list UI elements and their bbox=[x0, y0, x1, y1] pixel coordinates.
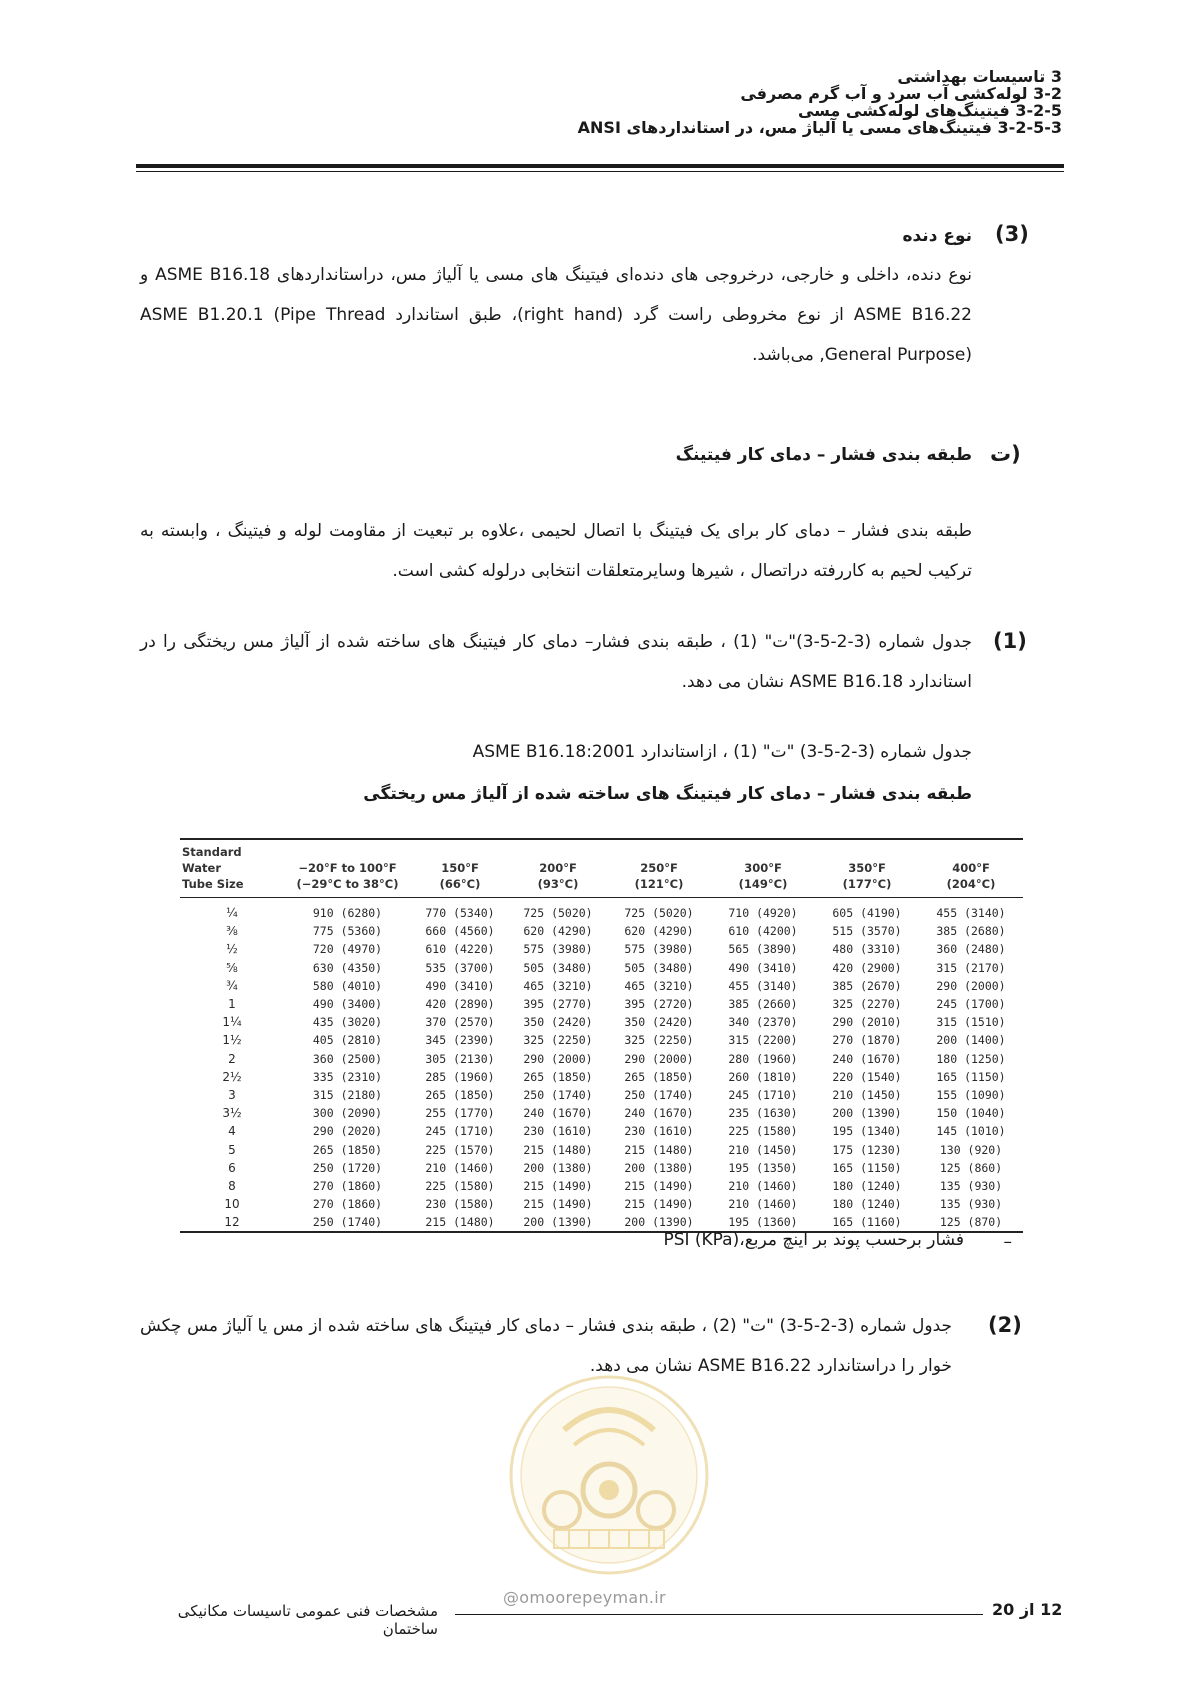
column-header-line: 300°F bbox=[744, 861, 782, 875]
pressure-cell: 265 (1850) bbox=[312, 1142, 383, 1157]
column-header-line: −20°F to 100°F bbox=[298, 861, 397, 875]
table-row bbox=[180, 977, 1023, 995]
pressure-cell: 215 (1480) bbox=[523, 1142, 593, 1157]
pressure-cell: 230 (1580) bbox=[425, 1197, 495, 1212]
pressure-cell: 455 (3140) bbox=[728, 978, 798, 993]
section-number: (3) bbox=[995, 222, 1029, 246]
pressure-cell: 250 (1740) bbox=[523, 1087, 593, 1102]
pressure-cell: 230 (1610) bbox=[624, 1124, 694, 1139]
table-row bbox=[180, 940, 1023, 958]
tube-size-cell: 2½ bbox=[222, 1069, 242, 1084]
pressure-cell: 505 (3480) bbox=[624, 960, 694, 975]
pressure-cell: 270 (1870) bbox=[832, 1033, 902, 1048]
pressure-cell: 490 (3410) bbox=[728, 960, 798, 975]
pressure-cell: 200 (1380) bbox=[523, 1160, 593, 1175]
table-row bbox=[180, 1031, 1023, 1049]
tube-size-cell: 10 bbox=[224, 1197, 240, 1212]
watermark-url: @omoorepeyman.ir bbox=[503, 1588, 666, 1607]
pressure-cell: 575 (3980) bbox=[624, 942, 694, 957]
pressure-cell: 265 (1850) bbox=[624, 1069, 694, 1084]
section-heading: طبقه بندی فشار – دمای کار فیتینگ bbox=[675, 445, 972, 465]
pressure-cell: 220 (1540) bbox=[832, 1069, 902, 1084]
item-number: (1) bbox=[993, 629, 1027, 653]
section-letter: ت) bbox=[990, 442, 1021, 466]
column-header-line: 400°F bbox=[952, 861, 990, 875]
pressure-cell: 125 (870) bbox=[939, 1215, 1003, 1230]
column-header-line: 350°F bbox=[848, 861, 886, 875]
pressure-cell: 195 (1360) bbox=[728, 1215, 798, 1230]
column-header-temperature bbox=[815, 840, 919, 896]
page-header bbox=[132, 68, 1062, 136]
pressure-cell: 360 (2480) bbox=[936, 942, 1006, 957]
column-header-line: Water bbox=[182, 861, 222, 875]
footer-title: مشخصات فنی عمومی تاسیسات مکانیکی ساختمان bbox=[177, 1602, 438, 1638]
pressure-cell: 910 (6280) bbox=[312, 906, 383, 921]
pressure-cell: 490 (3410) bbox=[425, 978, 495, 993]
item-paragraph: جدول شماره (3-2-5-3) "ت" (2) ، طبقه بندی فشار – دمای کار فیتینگ های ساخته شده از مس یا آلیاژ مس چکش خوار را دراستاندارد ASME B16.22 نشان می دهد. bbox=[140, 1316, 953, 1376]
pressure-cell: 240 (1670) bbox=[624, 1106, 694, 1121]
pressure-cell: 290 (2000) bbox=[523, 1051, 593, 1066]
pressure-cell: 215 (1490) bbox=[624, 1197, 694, 1212]
section-paragraph: نوع دنده، داخلی و خارجی، درخروجی های دنده‌ای فیتینگ های مسی یا آلیاژ مس، دراستانداردهای ASME B16.18 و ASME B16.22 از نوع مخروطی راست گرد (right hand)، طبق استاندارد ASME B1.20.1 (Pipe Thread ,General Purpose) می‌باشد. bbox=[140, 265, 972, 365]
pressure-cell: 385 (2660) bbox=[728, 997, 798, 1012]
pressure-cell: 420 (2900) bbox=[832, 960, 902, 975]
header-section: 3-2 لوله‌کشی آب سرد و آب گرم مصرفی bbox=[740, 84, 1062, 103]
tube-size-cell: 12 bbox=[224, 1215, 240, 1230]
pressure-cell: 770 (5340) bbox=[425, 906, 495, 921]
tube-size-cell: 1¼ bbox=[222, 1015, 242, 1030]
pressure-cell: 250 (1740) bbox=[312, 1215, 383, 1230]
column-header-temperature bbox=[284, 840, 411, 896]
header-rule-thick bbox=[136, 164, 1064, 168]
pressure-cell: 370 (2570) bbox=[425, 1015, 495, 1030]
pressure-cell: 210 (1450) bbox=[728, 1142, 798, 1157]
column-header-line: Tube Size bbox=[182, 877, 244, 891]
pressure-cell: 180 (1240) bbox=[832, 1197, 902, 1212]
pressure-cell: 260 (1810) bbox=[728, 1069, 798, 1084]
table-row bbox=[180, 959, 1023, 977]
pressure-cell: 385 (2670) bbox=[832, 978, 902, 993]
pressure-cell: 225 (1580) bbox=[425, 1178, 495, 1193]
pressure-cell: 575 (3980) bbox=[523, 942, 593, 957]
table-row bbox=[180, 922, 1023, 940]
pressure-cell: 135 (930) bbox=[939, 1197, 1003, 1212]
pressure-cell: 215 (1490) bbox=[523, 1178, 593, 1193]
table-row bbox=[180, 1122, 1023, 1140]
pressure-cell: 165 (1150) bbox=[832, 1160, 902, 1175]
pressure-cell: 565 (3890) bbox=[728, 942, 798, 957]
pressure-cell: 165 (1150) bbox=[936, 1069, 1006, 1084]
pressure-cell: 180 (1250) bbox=[936, 1051, 1006, 1066]
pressure-cell: 405 (2810) bbox=[312, 1033, 383, 1048]
tube-size-cell: ¾ bbox=[226, 978, 238, 993]
pressure-cell: 290 (2000) bbox=[936, 978, 1006, 993]
column-header-temperature bbox=[509, 840, 607, 896]
header-chapter: 3 تاسیسات بهداشتی bbox=[897, 67, 1062, 86]
pressure-cell: 725 (5020) bbox=[523, 906, 593, 921]
tube-size-cell: 5 bbox=[228, 1142, 236, 1157]
pressure-cell: 340 (2370) bbox=[728, 1015, 798, 1030]
column-header-line: (149°C) bbox=[738, 877, 788, 891]
pressure-cell: 145 (1010) bbox=[936, 1124, 1006, 1139]
pressure-cell: 240 (1670) bbox=[523, 1106, 593, 1121]
pressure-cell: 195 (1340) bbox=[832, 1124, 902, 1139]
pressure-cell: 325 (2250) bbox=[624, 1033, 694, 1048]
item-number: (2) bbox=[988, 1313, 1022, 1337]
pressure-cell: 180 (1240) bbox=[832, 1178, 902, 1193]
pressure-cell: 255 (1770) bbox=[425, 1106, 495, 1121]
tube-size-cell: 3 bbox=[228, 1087, 236, 1102]
pressure-cell: 620 (4290) bbox=[624, 924, 694, 939]
pressure-cell: 335 (2310) bbox=[312, 1069, 383, 1084]
pressure-cell: 315 (2170) bbox=[936, 960, 1006, 975]
pressure-cell: 660 (4560) bbox=[425, 924, 495, 939]
pressure-cell: 200 (1380) bbox=[624, 1160, 694, 1175]
tube-size-cell: 8 bbox=[228, 1178, 236, 1193]
pressure-temperature-table bbox=[180, 838, 1023, 1233]
column-header-temperature bbox=[411, 840, 509, 896]
pressure-cell: 315 (2200) bbox=[728, 1033, 798, 1048]
table-row bbox=[180, 1013, 1023, 1031]
column-header-temperature bbox=[711, 840, 815, 896]
pressure-cell: 210 (1460) bbox=[728, 1178, 798, 1193]
table-row bbox=[180, 1068, 1023, 1086]
pressure-cell: 285 (1960) bbox=[425, 1069, 495, 1084]
pressure-cell: 245 (1710) bbox=[728, 1087, 798, 1102]
pressure-cell: 200 (1390) bbox=[523, 1215, 593, 1230]
pressure-cell: 150 (1040) bbox=[936, 1106, 1006, 1121]
pressure-cell: 465 (3210) bbox=[624, 978, 694, 993]
column-header-temperature bbox=[607, 840, 711, 896]
pressure-cell: 325 (2270) bbox=[832, 997, 902, 1012]
pressure-cell: 245 (1700) bbox=[936, 997, 1006, 1012]
pressure-cell: 455 (3140) bbox=[936, 906, 1006, 921]
table-row bbox=[180, 1195, 1023, 1213]
pressure-cell: 215 (1480) bbox=[425, 1215, 495, 1230]
column-header-line: (−29°C to 38°C) bbox=[296, 877, 399, 891]
tube-size-cell: 3½ bbox=[222, 1106, 242, 1121]
pressure-cell: 350 (2420) bbox=[523, 1015, 593, 1030]
pressure-cell: 250 (1720) bbox=[312, 1160, 383, 1175]
watermark-logo bbox=[494, 1370, 724, 1580]
pressure-cell: 620 (4290) bbox=[523, 924, 593, 939]
pressure-cell: 165 (1160) bbox=[832, 1215, 902, 1230]
item-paragraph: جدول شماره (3-2-5-3)"ت" (1) ، طبقه بندی فشار– دمای کار فیتینگ های ساخته شده از آلیاژ مس ریختگی را در استاندارد ASME B16.18 نشان می دهد. bbox=[140, 632, 972, 692]
table-row bbox=[180, 995, 1023, 1013]
table-body bbox=[180, 898, 1023, 1231]
tube-size-cell: 2 bbox=[228, 1051, 236, 1066]
pressure-cell: 435 (3020) bbox=[312, 1015, 383, 1030]
pressure-cell: 580 (4010) bbox=[312, 978, 383, 993]
tube-size-cell: 4 bbox=[228, 1124, 236, 1139]
pressure-cell: 215 (1480) bbox=[624, 1142, 694, 1157]
column-header-size bbox=[180, 840, 284, 896]
pressure-cell: 250 (1740) bbox=[624, 1087, 694, 1102]
pressure-cell: 505 (3480) bbox=[523, 960, 593, 975]
pressure-cell: 135 (930) bbox=[939, 1178, 1003, 1193]
column-header-temperature bbox=[919, 840, 1023, 896]
pressure-cell: 245 (1710) bbox=[425, 1124, 495, 1139]
tube-size-cell: 1 bbox=[228, 997, 236, 1012]
pressure-cell: 385 (2680) bbox=[936, 924, 1006, 939]
table-row bbox=[180, 1177, 1023, 1195]
pressure-cell: 610 (4220) bbox=[425, 942, 495, 957]
table-row bbox=[180, 1213, 1023, 1231]
pressure-cell: 155 (1090) bbox=[936, 1087, 1006, 1102]
header-topic: 3-2-5-3 فیتینگ‌های مسی یا آلیاژ مس، در استانداردهای ANSI bbox=[577, 118, 1062, 137]
pressure-cell: 290 (2000) bbox=[624, 1051, 694, 1066]
column-header-line: 250°F bbox=[640, 861, 678, 875]
column-header-line: Standard bbox=[182, 845, 242, 859]
pressure-cell: 490 (3400) bbox=[312, 997, 383, 1012]
pressure-cell: 290 (2010) bbox=[832, 1015, 902, 1030]
header-rule-thin bbox=[136, 171, 1064, 172]
pressure-cell: 270 (1860) bbox=[312, 1197, 383, 1212]
pressure-cell: 480 (3310) bbox=[832, 942, 902, 957]
pressure-cell: 235 (1630) bbox=[728, 1106, 798, 1121]
column-header-line: (121°C) bbox=[634, 877, 684, 891]
pressure-cell: 350 (2420) bbox=[624, 1015, 694, 1030]
pressure-cell: 325 (2250) bbox=[523, 1033, 593, 1048]
tube-size-cell: 1½ bbox=[222, 1033, 242, 1048]
pressure-cell: 720 (4970) bbox=[312, 942, 383, 957]
table-row bbox=[180, 1104, 1023, 1122]
header-subsection: 3-2-5 فیتینگ‌های لوله‌کشی مسی bbox=[797, 101, 1062, 120]
pressure-cell: 315 (1510) bbox=[936, 1015, 1006, 1030]
pressure-cell: 775 (5360) bbox=[312, 924, 383, 939]
pressure-cell: 175 (1230) bbox=[832, 1142, 902, 1157]
pressure-cell: 210 (1460) bbox=[728, 1197, 798, 1212]
pressure-cell: 200 (1390) bbox=[832, 1106, 902, 1121]
pressure-cell: 360 (2500) bbox=[312, 1051, 383, 1066]
tube-size-cell: ⅝ bbox=[226, 960, 238, 975]
pressure-cell: 265 (1850) bbox=[425, 1087, 495, 1102]
pressure-cell: 300 (2090) bbox=[312, 1106, 383, 1121]
footer-rule bbox=[455, 1614, 983, 1615]
pressure-cell: 515 (3570) bbox=[832, 924, 902, 939]
pressure-cell: 200 (1390) bbox=[624, 1215, 694, 1230]
pressure-cell: 215 (1490) bbox=[523, 1197, 593, 1212]
pressure-cell: 395 (2720) bbox=[624, 997, 694, 1012]
pressure-cell: 215 (1490) bbox=[624, 1178, 694, 1193]
pressure-cell: 305 (2130) bbox=[425, 1051, 495, 1066]
pressure-cell: 225 (1570) bbox=[425, 1142, 495, 1157]
tube-size-cell: ¼ bbox=[226, 906, 238, 921]
pressure-cell: 280 (1960) bbox=[728, 1051, 798, 1066]
table-row bbox=[180, 898, 1023, 922]
column-header-line: (66°C) bbox=[439, 877, 481, 891]
pressure-cell: 125 (860) bbox=[939, 1160, 1003, 1175]
pressure-cell: 710 (4920) bbox=[728, 906, 798, 921]
pressure-cell: 265 (1850) bbox=[523, 1069, 593, 1084]
pressure-cell: 200 (1400) bbox=[936, 1033, 1006, 1048]
pressure-cell: 210 (1450) bbox=[832, 1087, 902, 1102]
pressure-cell: 420 (2890) bbox=[425, 997, 495, 1012]
pressure-cell: 345 (2390) bbox=[425, 1033, 495, 1048]
table-title: طبقه بندی فشار – دمای کار فیتینگ های ساخته شده از آلیاژ مس ریختگی bbox=[363, 784, 972, 804]
pressure-cell: 210 (1460) bbox=[425, 1160, 495, 1175]
table-header-row bbox=[180, 840, 1023, 896]
table-row bbox=[180, 1050, 1023, 1068]
pressure-cell: 605 (4190) bbox=[832, 906, 902, 921]
table-caption: جدول شماره (3-2-5-3) "ت" (1) ، ازاستاندارد ASME B16.18:2001 bbox=[472, 742, 972, 762]
tube-size-cell: 6 bbox=[228, 1160, 236, 1175]
column-header-line: 150°F bbox=[441, 861, 479, 875]
column-header-line: 200°F bbox=[539, 861, 577, 875]
table-row bbox=[180, 1159, 1023, 1177]
pressure-cell: 225 (1580) bbox=[728, 1124, 798, 1139]
section-heading: نوع دنده bbox=[902, 226, 972, 246]
pressure-cell: 130 (920) bbox=[939, 1142, 1003, 1157]
pressure-cell: 630 (4350) bbox=[312, 960, 383, 975]
tube-size-cell: ½ bbox=[226, 942, 238, 957]
pressure-cell: 535 (3700) bbox=[425, 960, 495, 975]
column-header-line: (177°C) bbox=[842, 877, 892, 891]
pressure-cell: 290 (2020) bbox=[312, 1124, 383, 1139]
pressure-cell: 270 (1860) bbox=[312, 1178, 383, 1193]
pressure-cell: 395 (2770) bbox=[523, 997, 593, 1012]
table-row bbox=[180, 1140, 1023, 1158]
note-bullet: – bbox=[1003, 1232, 1012, 1252]
pressure-cell: 465 (3210) bbox=[523, 978, 593, 993]
note-text: فشار برحسب پوند بر اینچ مربع،PSI (KPa) bbox=[663, 1230, 964, 1250]
pressure-cell: 610 (4200) bbox=[728, 924, 798, 939]
pressure-cell: 240 (1670) bbox=[832, 1051, 902, 1066]
column-header-line: (93°C) bbox=[537, 877, 579, 891]
column-header-line: (204°C) bbox=[946, 877, 996, 891]
pressure-cell: 195 (1350) bbox=[728, 1160, 798, 1175]
tube-size-cell: ⅜ bbox=[226, 924, 238, 939]
page-number: 12 از 20 bbox=[992, 1600, 1063, 1619]
pressure-cell: 230 (1610) bbox=[523, 1124, 593, 1139]
pressure-cell: 315 (2180) bbox=[312, 1087, 383, 1102]
section-paragraph: طبقه بندی فشار – دمای کار برای یک فیتینگ با اتصال لحیمی ،علاوه بر تبعیت از مقاومت لوله و فیتینگ ، وابسته به ترکیب لحیم به کاررفته دراتصال ، شیرها وسایرمتعلقات انتخابی درلوله کشی است. bbox=[140, 521, 972, 581]
table-header bbox=[180, 840, 1023, 896]
table-row bbox=[180, 1086, 1023, 1104]
pressure-cell: 725 (5020) bbox=[624, 906, 694, 921]
